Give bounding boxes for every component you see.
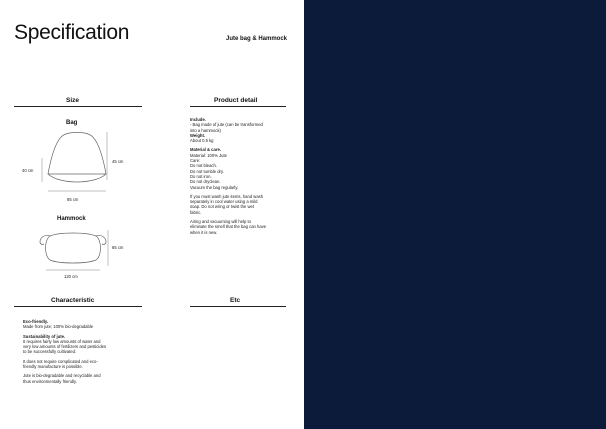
bio-line: thus environmentally friendly. [23, 378, 77, 384]
eco-title: Eco-friendly. [23, 319, 49, 324]
wash-line: fabric. [190, 209, 202, 215]
bag-label: Bag [66, 120, 78, 126]
hammock-diagram [36, 228, 116, 278]
material-line: Vacuum the bag regularly. [190, 184, 239, 190]
bag-width: 85 cm [67, 197, 79, 202]
wash-line: If you must wash jute items, hand wash [190, 193, 264, 199]
product-detail-divider [190, 106, 286, 107]
material-title: Material & care. [190, 147, 221, 153]
material-line: Material: 100% Jute [190, 152, 228, 158]
sustain-line: to be successfully cultivated. [23, 349, 77, 355]
hammock-label: Hammock [57, 216, 86, 222]
airing-line: Airing and vacuuming will help to [190, 219, 251, 225]
airing-line: eliminate the smell that the bag can have [190, 224, 267, 230]
characteristic-divider [14, 306, 142, 307]
sustain-line: It requires fairly low amounts of water and [23, 338, 101, 344]
material-line: Do not tumble dry. [190, 168, 224, 174]
weight-title: Weight. [190, 132, 206, 138]
eco-text: Made from jute; 100% bio-degradable [23, 324, 94, 330]
page-subtitle: Jute bag & Hammock [226, 36, 288, 42]
sustain-line: very low amounts of fertilizers and pesticides [23, 344, 107, 350]
material-line: Care: [190, 158, 201, 164]
etc-heading: Etc [230, 297, 241, 304]
hammock-height: 85 cm [112, 245, 124, 250]
product-detail-text [190, 117, 290, 239]
characteristic-text [23, 319, 143, 388]
bag-height: 45 cm [112, 159, 124, 164]
bag-side: 40 cm [22, 168, 34, 173]
material-line: Do not dryclean. [190, 179, 221, 185]
size-heading: Size [66, 97, 80, 104]
product-detail-heading: Product detail [214, 97, 258, 104]
size-divider [14, 106, 142, 107]
material-line: Do not iron. [190, 173, 212, 179]
hammock-width: 120 cm [64, 274, 78, 279]
page-title: Specification [14, 21, 130, 44]
include-line: - Bag made of jute (can be transformed [190, 122, 263, 128]
sustain-title: Sustainability of jute. [23, 333, 66, 339]
wash-line: soap. Do not wring or twist the wet [190, 204, 255, 210]
weight-value: About 0.5 kg [190, 138, 214, 144]
airing-line: when it is new. [190, 229, 218, 235]
wash-line: separately in cool water using a mild [190, 199, 258, 205]
complicated-line: It does not require complicated and eco- [23, 358, 98, 364]
navy-panel [304, 0, 606, 429]
material-line: Do not bleach. [190, 163, 218, 169]
include-line: into a hammock) [190, 127, 221, 133]
complicated-line: friendly manufacture is possible. [23, 364, 83, 370]
include-title: Include. [190, 117, 206, 122]
bio-line: Jute is bio-degradable and recyclable and [23, 373, 101, 379]
characteristic-heading: Characteristic [51, 297, 95, 304]
etc-divider [190, 306, 286, 307]
bag-diagram [40, 128, 120, 198]
